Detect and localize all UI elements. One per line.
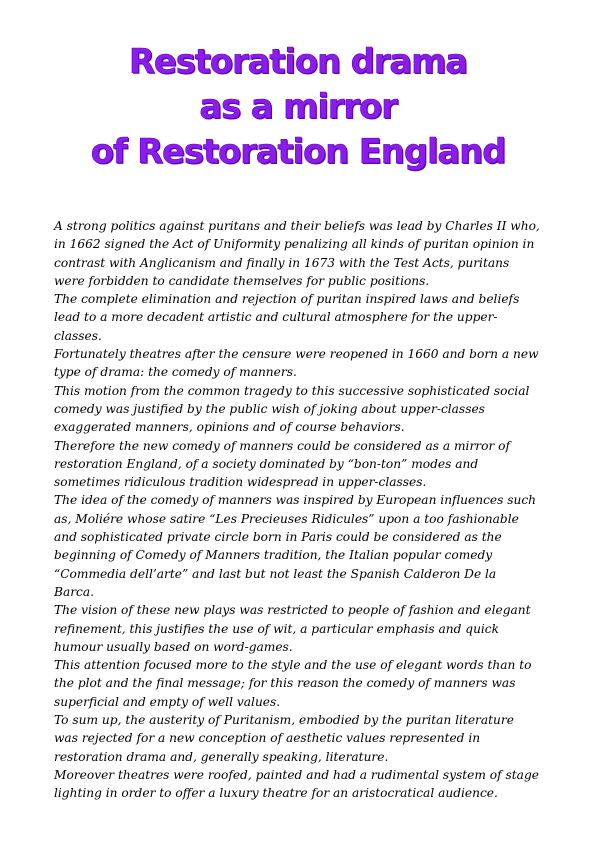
paragraph: A strong politics against puritans and their beliefs was lead by Charles II who, in 1662 signed the Act of Uniformity penalizing all kinds of puritan opinion in contrast with Anglicanism and finally in 1673 with the Test Acts, puritans were forbidden to candidate themselves for public positions.	[54, 219, 540, 288]
paragraph: Moreover theatres were roofed, painted and had a rudimental system of stage lighting in order to offer a luxury theatre for an aristocratical audience.	[54, 767, 539, 801]
paragraph: Therefore the new comedy of manners could be considered as a mirror of restoration England, of a society dominated by “bon-ton” modes and sometimes ridiculous tradition widespread in upper-classes.	[54, 438, 510, 490]
paragraph: The complete elimination and rejection of puritan inspired laws and beliefs lead to a more decadent artistic and cultural atmosphere for the upper-classes.	[54, 292, 520, 343]
title-line: of Restoration England	[90, 132, 506, 172]
paragraph: Fortunately theatres after the censure were reopened in 1660 and born a new type of drama: the comedy of manners.	[54, 347, 539, 380]
paragraph: This motion from the common tragedy to this successive sophisticated social comedy was justified by the public wish of joking about upper-classes exaggerated manners, opinions and of course behaviors.	[54, 383, 530, 435]
title-line: as a mirror	[199, 87, 397, 127]
page-title	[0, 40, 596, 175]
paragraph: To sum up, the austerity of Puritanism, embodied by the puritan literature was rejected for a new conception of aesthetic values represented in restoration drama and, generally speaking, literature.	[54, 713, 514, 764]
paragraph: The vision of these new plays was restricted to people of fashion and elegant refinement, this justifies the use of wit, a particular emphasis and quick humour usually based on word-games.	[54, 603, 531, 654]
paragraph: This attention focused more to the style and the use of elegant words than to the plot and the final message; for this reason the comedy of manners was superficial and empty of well values.	[54, 658, 532, 709]
body-text	[54, 217, 540, 803]
title-line: Restoration drama	[128, 42, 468, 82]
paragraph: The idea of the comedy of manners was inspired by European influences such as, Moliére whose satire “Les Precieuses Ridicules” upon a too fashionable and sophisticated private circle born in Paris could be considered as the beginning of Comedy of Manners tradition, the Italian popular comedy “Commedia dell’arte” and last but not least the Spanish Calderon De la Barca.	[54, 493, 537, 599]
